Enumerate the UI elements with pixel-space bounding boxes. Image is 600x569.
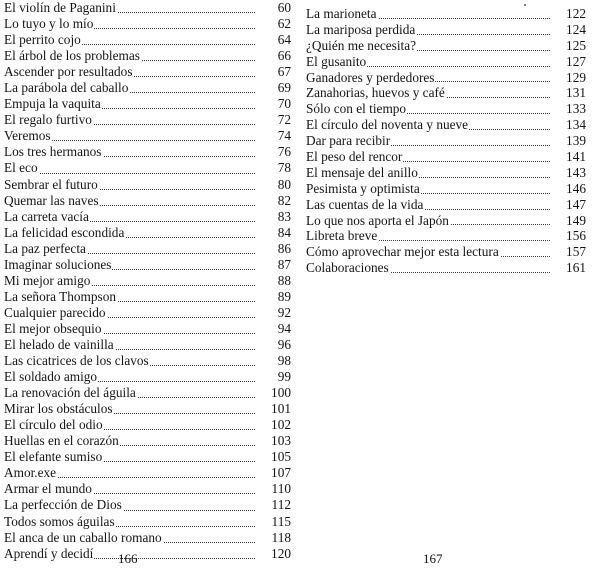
- toc-entry-page-number: 143: [552, 165, 586, 181]
- toc-entry: [4, 112, 291, 128]
- toc-entry-title: El helado de vainilla: [4, 336, 114, 352]
- toc-entry-title: El círculo del noventa y nueve: [306, 117, 469, 133]
- toc-entry-page-number: 112: [257, 497, 291, 513]
- toc-entry: [4, 128, 291, 144]
- toc-entry: [4, 530, 291, 546]
- toc-entry-page-number: 88: [257, 273, 291, 289]
- toc-entry: [4, 64, 291, 80]
- toc-entry-title: Lo tuyo y lo mío: [4, 16, 94, 32]
- toc-entry: [306, 213, 586, 229]
- toc-entry-page-number: 141: [552, 149, 586, 165]
- toc-entry-title: El soldado amigo: [4, 369, 98, 385]
- toc-entry-page-number: 122: [552, 6, 586, 22]
- toc-entry: [4, 514, 291, 530]
- toc-entry-page-number: 125: [552, 38, 586, 54]
- toc-entry-title: La felicidad escondida: [4, 224, 125, 240]
- toc-entry: [306, 6, 586, 22]
- toc-entry-title: El árbol de los problemas: [4, 48, 140, 64]
- toc-entry: [306, 22, 586, 38]
- toc-entry-title: Aprendí y decidí: [4, 545, 94, 561]
- toc-entry-page-number: 100: [257, 385, 291, 401]
- toc-entry-page-number: 110: [257, 481, 291, 497]
- toc-entry-title: El mejor obsequio: [4, 320, 102, 336]
- toc-entry-page-number: 72: [257, 112, 291, 128]
- toc-entry: [4, 305, 291, 321]
- toc-entry-page-number: 66: [257, 48, 291, 64]
- toc-entry-page-number: 98: [257, 353, 291, 369]
- toc-entry: [306, 133, 586, 149]
- toc-entry-page-number: 86: [257, 241, 291, 257]
- right-page-toc: [306, 6, 586, 276]
- toc-entry-title: El círculo del odio: [4, 417, 103, 433]
- toc-entry-page-number: 115: [257, 514, 291, 530]
- toc-entry-title: Las cuentas de la vida: [306, 196, 424, 212]
- toc-entry: [4, 16, 291, 32]
- toc-entry-page-number: 70: [257, 96, 291, 112]
- toc-entry: [4, 160, 291, 176]
- toc-entry-title: La carreta vacía: [4, 208, 89, 224]
- toc-entry: [4, 465, 291, 481]
- toc-entry-title: Zanahorias, huevos y café: [306, 85, 445, 101]
- toc-entry: [4, 209, 291, 225]
- toc-entry-page-number: 149: [552, 213, 586, 229]
- toc-entry-page-number: 139: [552, 133, 586, 149]
- toc-entry-title: El elefante sumiso: [4, 449, 103, 465]
- toc-entry: [4, 417, 291, 433]
- toc-entry-title: Veremos: [4, 128, 51, 144]
- toc-entry-page-number: 67: [257, 64, 291, 80]
- toc-entry: [4, 273, 291, 289]
- toc-entry-page-number: 101: [257, 401, 291, 417]
- toc-entry-page-number: 87: [257, 257, 291, 273]
- toc-entry-page-number: 161: [552, 260, 586, 276]
- toc-entry-page-number: 127: [552, 54, 586, 70]
- toc-entry-title: ¿Quién me necesita?: [306, 37, 417, 53]
- toc-entry: [306, 70, 586, 86]
- toc-entry: [4, 241, 291, 257]
- toc-entry-page-number: 102: [257, 417, 291, 433]
- toc-entry-page-number: 96: [257, 337, 291, 353]
- toc-entry-page-number: 92: [257, 305, 291, 321]
- toc-entry: [4, 449, 291, 465]
- toc-entry-title: El regalo furtivo: [4, 112, 92, 128]
- toc-entry-page-number: 99: [257, 369, 291, 385]
- toc-entry: [4, 321, 291, 337]
- right-page-number: 167: [423, 551, 443, 566]
- toc-entry-title: Cualquier parecido: [4, 304, 106, 320]
- toc-entry: [306, 117, 586, 133]
- toc-entry: [306, 197, 586, 213]
- toc-entry: [306, 165, 586, 181]
- toc-entry-page-number: 94: [257, 321, 291, 337]
- toc-entry-page-number: 60: [257, 0, 291, 16]
- toc-entry: [4, 80, 291, 96]
- toc-entry-page-number: 147: [552, 197, 586, 213]
- toc-entry-page-number: 129: [552, 70, 586, 86]
- toc-entry-title: Las cicatrices de los clavos: [4, 353, 149, 369]
- toc-entry-title: Libreta breve: [306, 228, 378, 244]
- toc-entry: [4, 177, 291, 193]
- toc-entry: [4, 385, 291, 401]
- toc-entry: [306, 85, 586, 101]
- toc-entry: [4, 48, 291, 64]
- toc-entry-title: El peso del rencor: [306, 149, 403, 165]
- toc-entry-page-number: 80: [257, 177, 291, 193]
- toc-entry-title: El anca de un caballo romano: [4, 529, 162, 545]
- toc-entry-title: Armar el mundo: [4, 481, 92, 497]
- toc-entry: [4, 144, 291, 160]
- toc-entry-title: Los tres hermanos: [4, 144, 102, 160]
- left-page-toc: [4, 0, 291, 562]
- toc-entry: [4, 0, 291, 16]
- toc-entry-page-number: 76: [257, 144, 291, 160]
- left-page-number: 166: [118, 551, 138, 566]
- toc-entry-title: Ganadores y perdedores: [306, 69, 435, 85]
- toc-entry-title: Colaboraciones: [306, 260, 389, 276]
- toc-entry-page-number: 103: [257, 433, 291, 449]
- toc-entry-page-number: 131: [552, 85, 586, 101]
- toc-entry: [4, 401, 291, 417]
- toc-entry-title: El eco: [4, 160, 38, 176]
- toc-entry-page-number: 83: [257, 209, 291, 225]
- toc-entry-page-number: 84: [257, 225, 291, 241]
- toc-entry-title: La marioneta: [306, 6, 377, 21]
- toc-entry-page-number: 107: [257, 465, 291, 481]
- toc-entry: [306, 38, 586, 54]
- toc-entry-page-number: 124: [552, 22, 586, 38]
- toc-entry-title: La renovación del águila: [4, 385, 136, 401]
- toc-entry-title: Mi mejor amigo: [4, 272, 91, 288]
- toc-entry: [4, 337, 291, 353]
- toc-entry: [4, 96, 291, 112]
- toc-entry: [4, 369, 291, 385]
- toc-entry-title: Quemar las naves: [4, 192, 99, 208]
- toc-entry-page-number: 146: [552, 181, 586, 197]
- toc-entry-page-number: 134: [552, 117, 586, 133]
- toc-entry: [4, 193, 291, 209]
- toc-entry: [4, 497, 291, 513]
- toc-entry-page-number: 74: [257, 128, 291, 144]
- toc-entry-title: Imaginar soluciones: [4, 256, 112, 272]
- toc-entry-title: Lo que nos aporta el Japón: [306, 212, 449, 228]
- toc-entry: [4, 546, 291, 562]
- toc-entry-title: Sembrar el futuro: [4, 176, 98, 192]
- toc-entry-title: El perrito cojo: [4, 32, 81, 48]
- toc-entry: [4, 257, 291, 273]
- toc-entry-title: La paz perfecta: [4, 240, 86, 256]
- toc-entry-title: El gusanito: [306, 53, 367, 69]
- toc-entry-page-number: 69: [257, 80, 291, 96]
- toc-entry: [4, 32, 291, 48]
- toc-entry-page-number: 89: [257, 289, 291, 305]
- toc-entry: [306, 54, 586, 70]
- toc-entry-page-number: 64: [257, 32, 291, 48]
- toc-entry-page-number: 133: [552, 101, 586, 117]
- toc-entry-title: Todos somos águilas: [4, 513, 115, 529]
- toc-entry: [4, 433, 291, 449]
- toc-entry-page-number: 78: [257, 160, 291, 176]
- toc-entry-title: La parábola del caballo: [4, 80, 129, 96]
- toc-entry-title: Pesimista y optimista: [306, 180, 420, 196]
- toc-entry: [4, 353, 291, 369]
- toc-entry: [306, 149, 586, 165]
- toc-entry-page-number: 105: [257, 449, 291, 465]
- toc-entry-title: Amor.exe: [4, 465, 57, 481]
- toc-entry-page-number: 156: [552, 228, 586, 244]
- toc-entry-title: Ascender por resultados: [4, 64, 133, 80]
- toc-entry-title: Empuja la vaquita: [4, 96, 101, 112]
- toc-entry: [4, 481, 291, 497]
- toc-entry: [306, 228, 586, 244]
- toc-entry-title: Mirar los obstáculos: [4, 401, 113, 417]
- toc-entry-page-number: 118: [257, 530, 291, 546]
- toc-entry-title: La mariposa perdida: [306, 21, 416, 37]
- toc-entry: [306, 181, 586, 197]
- toc-entry-title: Huellas en el corazón: [4, 433, 119, 449]
- toc-entry-page-number: 120: [257, 546, 291, 562]
- toc-entry-title: La señora Thompson: [4, 288, 117, 304]
- toc-entry: [4, 225, 291, 241]
- toc-entry: [306, 260, 586, 276]
- toc-entry-title: La perfección de Dios: [4, 497, 122, 513]
- toc-entry-title: El violín de Paganini: [4, 0, 116, 15]
- dot-leader: [4, 173, 255, 174]
- toc-entry-page-number: 82: [257, 193, 291, 209]
- toc-entry: [306, 101, 586, 117]
- toc-entry-page-number: 157: [552, 244, 586, 260]
- toc-entry-title: Dar para recibir: [306, 133, 391, 149]
- toc-entry-title: Sólo con el tiempo: [306, 101, 407, 117]
- toc-entry-title: Cómo aprovechar mejor esta lectura: [306, 244, 499, 260]
- toc-entry: [4, 289, 291, 305]
- toc-entry-title: El mensaje del anillo: [306, 164, 418, 180]
- toc-entry-page-number: 62: [257, 16, 291, 32]
- print-speck: [524, 4, 526, 6]
- toc-entry: [306, 244, 586, 260]
